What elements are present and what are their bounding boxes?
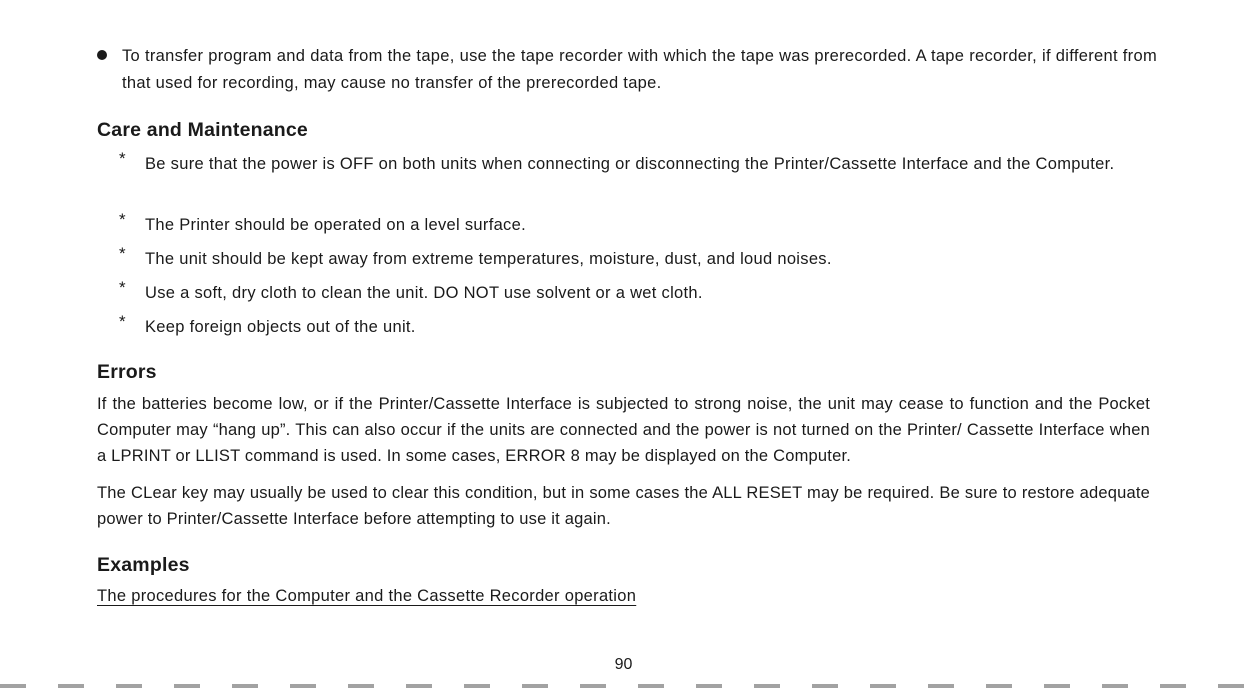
care-item-text: The Printer should be operated on a level surface. — [145, 216, 526, 234]
errors-paragraph: If the batteries become low, or if the Printer/Cassette Interface is subjected to strong noise, the unit may cease to function and the Pocket Computer may “hang up”. This can also occur if the units are connected and the power is not turned on the Printer/ Cassette Interface when a LPRINT or LLIST command is used. In some cases, ERROR 8 may be displayed on the Computer. — [97, 395, 1150, 465]
scan-edge-divider — [0, 684, 1247, 688]
asterisk-icon: * — [119, 210, 126, 229]
care-item-text: Be sure that the power is OFF on both units when connecting or disconnecting the Printer/Cassette Interface and the Computer. — [145, 155, 1115, 173]
asterisk-icon: * — [119, 312, 126, 331]
care-item — [119, 246, 1159, 272]
examples-heading: Examples — [97, 554, 190, 576]
asterisk-icon: * — [119, 244, 126, 263]
errors-paragraph: The CLear key may usually be used to clear this condition, but in some cases the ALL RESET may be required. Be sure to restore adequate power to Printer/Cassette Interface before attempting to use it again. — [97, 484, 1150, 528]
errors-heading: Errors — [97, 361, 157, 383]
asterisk-icon: * — [119, 149, 126, 168]
examples-subheading: The procedures for the Computer and the Cassette Recorder operation — [97, 587, 637, 605]
care-item — [119, 314, 1159, 340]
care-item — [119, 151, 1159, 177]
care-heading: Care and Maintenance — [97, 119, 308, 141]
intro-bullet — [97, 43, 1157, 97]
page-number: 90 — [614, 656, 633, 673]
care-item-text: The unit should be kept away from extreme temperatures, moisture, dust, and loud noises. — [145, 250, 832, 268]
asterisk-icon: * — [119, 278, 126, 297]
intro-bullet-text: To transfer program and data from the tape, use the tape recorder with which the tape was prerecorded. A tape recorder, if different from that used for recording, may cause no transfer of the prerecorded tape. — [122, 47, 1157, 92]
care-item-text: Use a soft, dry cloth to clean the unit. DO NOT use solvent or a wet cloth. — [145, 284, 703, 302]
bullet-dot-icon — [97, 50, 107, 60]
care-item-text: Keep foreign objects out of the unit. — [145, 318, 416, 336]
care-item — [119, 212, 1159, 238]
care-item — [119, 280, 1159, 306]
